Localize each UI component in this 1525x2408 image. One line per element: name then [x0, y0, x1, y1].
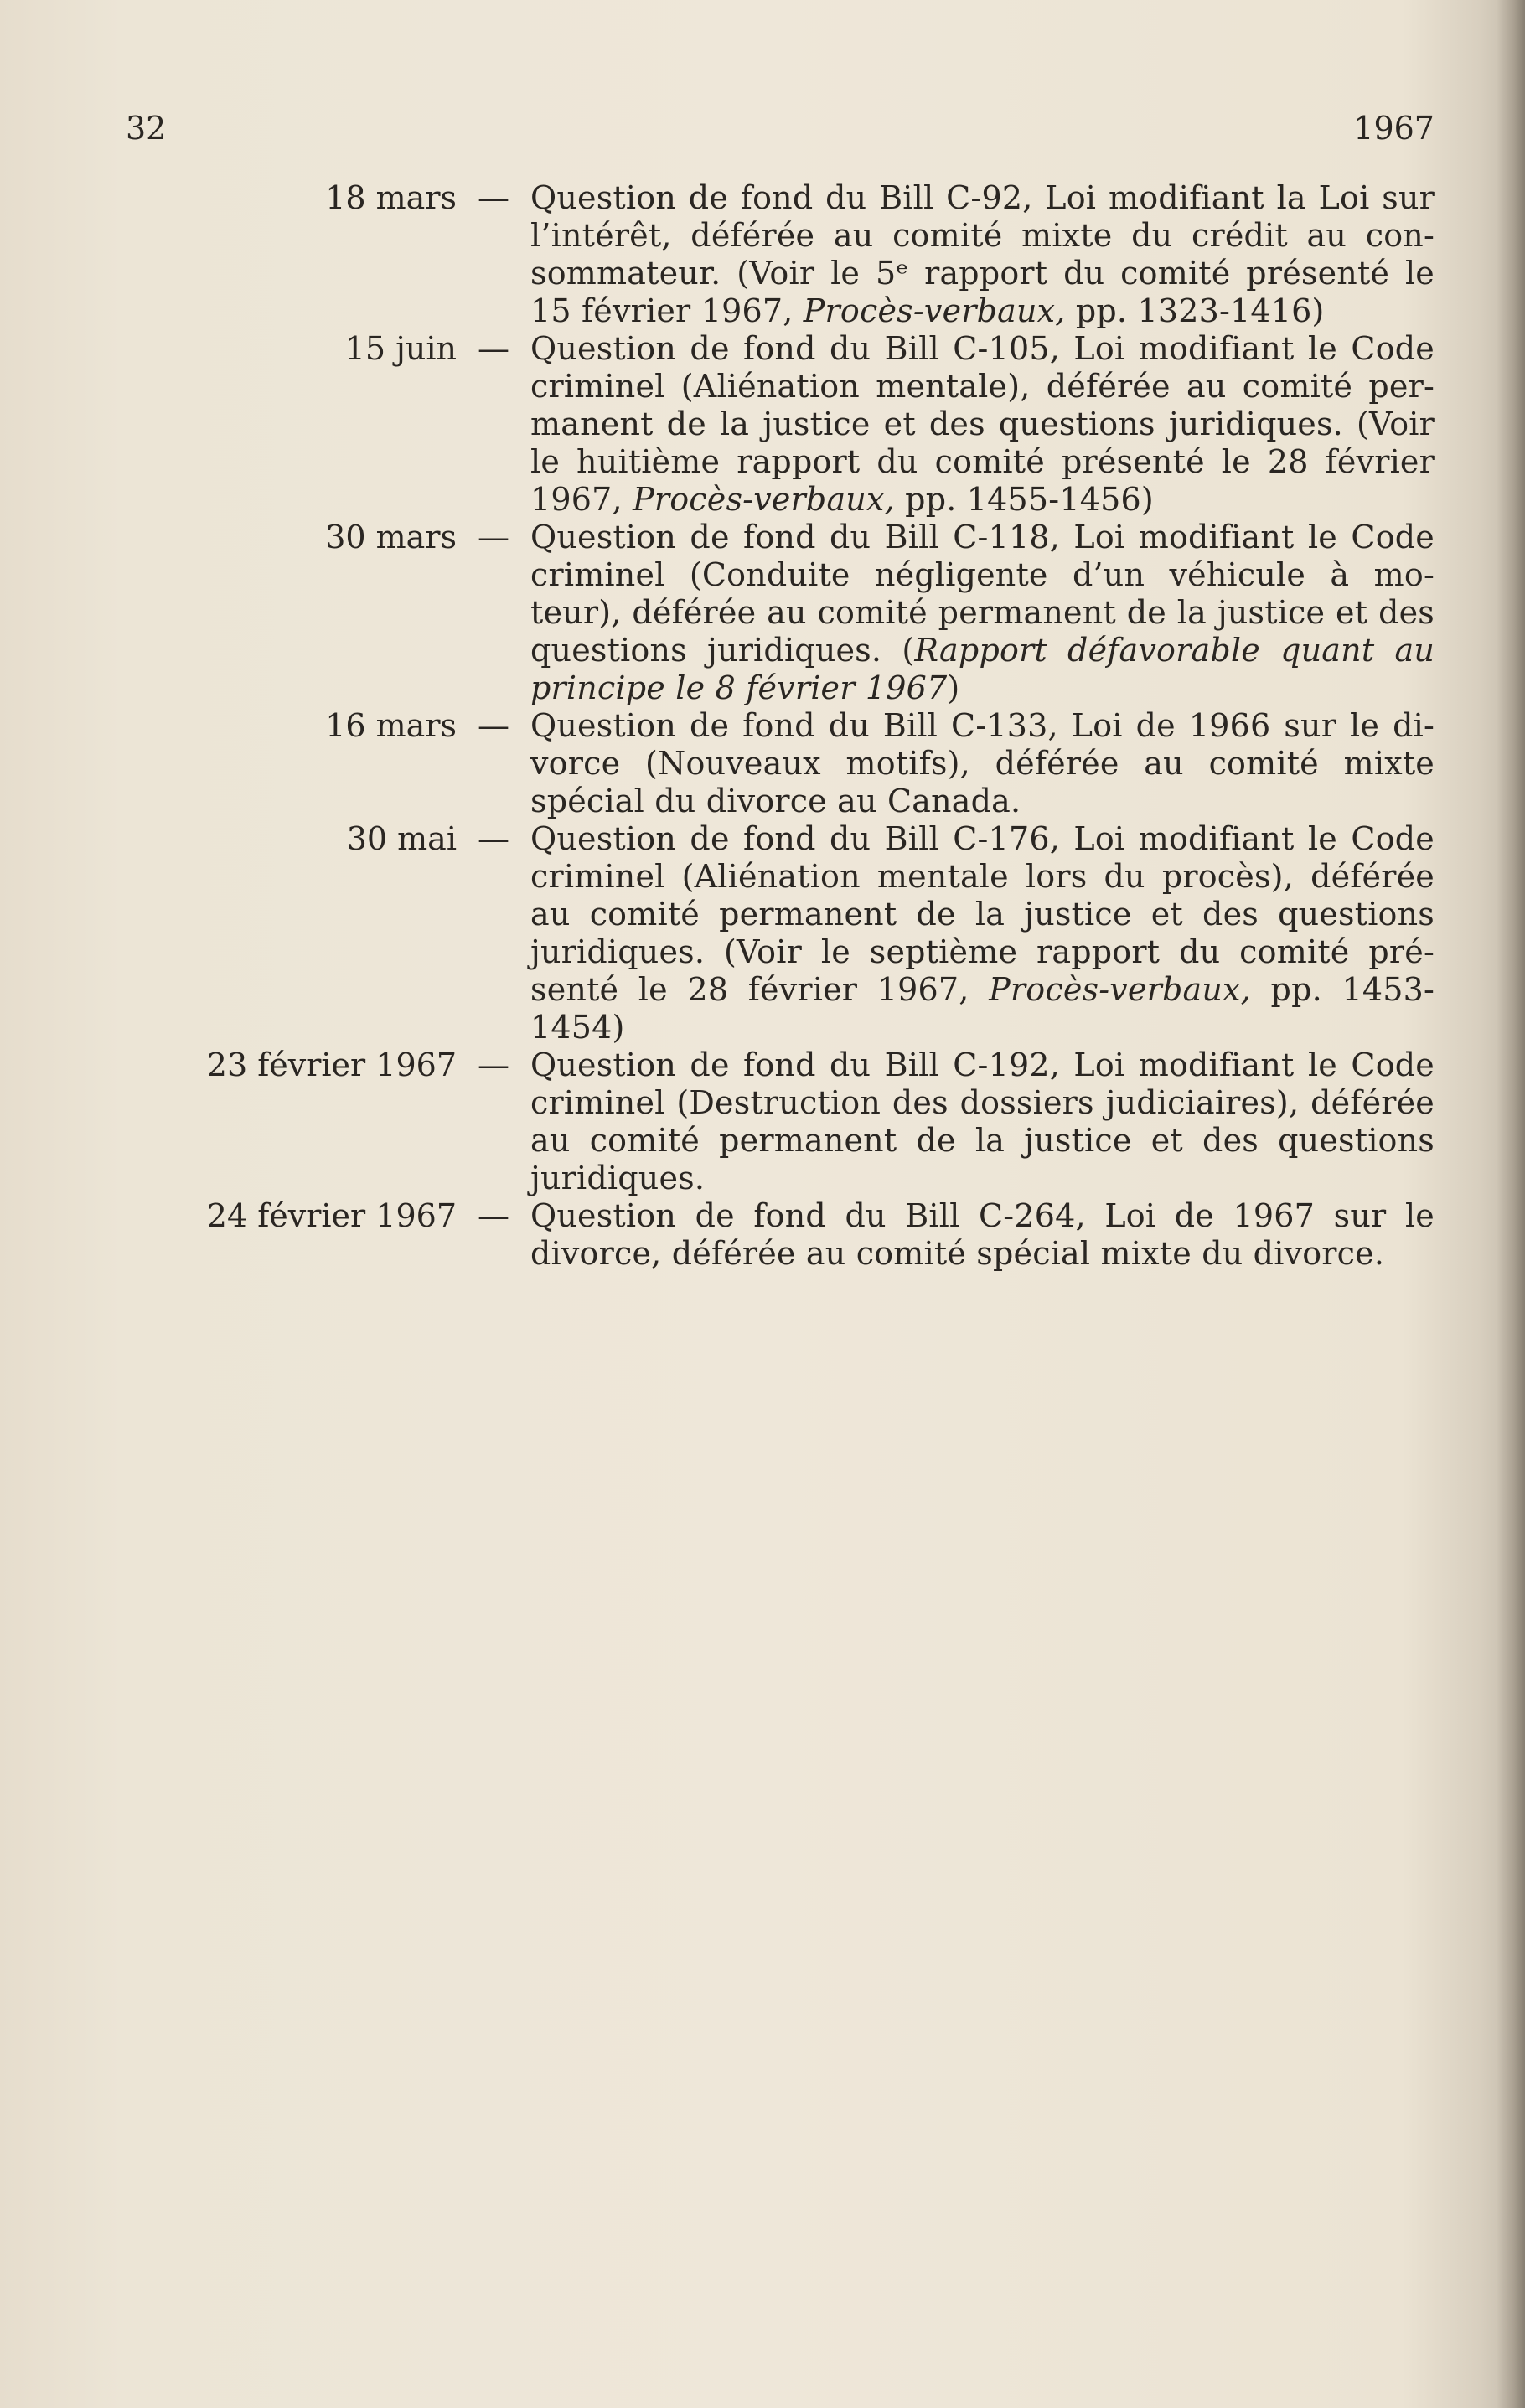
text-segment: divorce, déférée au comité spécial mixte du divorce.	[530, 1235, 1385, 1272]
entry-text-line	[530, 443, 1435, 481]
entry-text-line	[530, 896, 1435, 933]
running-head	[126, 107, 1435, 149]
entry-text-line	[530, 1235, 1435, 1273]
entry-text-line	[530, 632, 1435, 669]
bill-entry	[126, 707, 1435, 820]
entry-dash: —	[478, 820, 509, 857]
italic-text: Procès-verbaux,	[633, 481, 895, 518]
entry-text-line	[530, 179, 1435, 217]
entry-dash: —	[478, 1197, 509, 1234]
bill-entry	[126, 1046, 1435, 1197]
entry-text	[530, 820, 1435, 1046]
bill-entry	[126, 179, 1435, 330]
entry-text-line	[530, 481, 1435, 519]
entry-date: 30 mai	[346, 820, 457, 857]
entry-date: 23 février 1967	[206, 1046, 457, 1083]
italic-text: Rapport défavorable quant au	[914, 632, 1435, 669]
entry-text-line	[530, 217, 1435, 255]
text-segment: Question de fond du Bill C-133, Loi de 1966 sur le di-	[530, 707, 1435, 744]
entry-text-line	[530, 971, 1435, 1009]
text-segment: criminel (Destruction des dossiers judiciaires), déférée	[530, 1084, 1435, 1121]
text-segment: criminel (Aliénation mentale), déférée au comité per-	[530, 368, 1435, 405]
running-head-year: 1967	[1353, 110, 1435, 147]
italic-text: principe le 8 février 1967	[530, 669, 948, 706]
text-segment: senté le 28 février 1967,	[530, 971, 990, 1008]
text-segment: pp. 1455-1456)	[894, 481, 1154, 518]
entry-text-line	[530, 933, 1435, 971]
text-segment: questions juridiques. (	[530, 632, 915, 669]
entry-text-line	[530, 1084, 1435, 1122]
text-segment: 1454)	[530, 1009, 625, 1046]
entry-text-line	[530, 783, 1435, 820]
entry-dash: —	[478, 1046, 509, 1083]
entry-text-line	[530, 594, 1435, 632]
text-segment: sommateur. (Voir le 5ᵉ rapport du comité présenté le	[530, 255, 1435, 292]
entry-text	[530, 1046, 1435, 1197]
entry-dash: —	[478, 707, 509, 744]
text-segment: pp. 1323-1416)	[1065, 292, 1325, 329]
entry-text-line	[530, 669, 1435, 707]
entry-text-line	[530, 330, 1435, 368]
entry-text-line	[530, 292, 1435, 330]
entry-dash: —	[478, 330, 509, 367]
text-segment: Question de fond du Bill C-105, Loi modifiant le Code	[530, 330, 1435, 367]
text-segment: vorce (Nouveaux motifs), déférée au comité mixte	[530, 745, 1435, 782]
entry-text-line	[530, 1046, 1435, 1084]
text-segment: 15 février 1967,	[530, 292, 804, 329]
entry-text	[530, 1197, 1435, 1273]
text-segment: juridiques. (Voir le septième rapport du comité pré-	[530, 933, 1435, 970]
entry-text	[530, 330, 1435, 519]
page-edge-shadow	[1497, 0, 1525, 2408]
entry-text-line	[530, 1160, 1435, 1197]
bill-entry	[126, 820, 1435, 1046]
text-segment: spécial du divorce au Canada.	[530, 783, 1021, 819]
italic-text: Procès-verbaux,	[803, 292, 1066, 329]
entry-text	[530, 179, 1435, 330]
entry-text-line	[530, 556, 1435, 594]
entry-text-line	[530, 1009, 1435, 1046]
text-segment: pp. 1453-	[1250, 971, 1435, 1008]
text-segment: juridiques.	[530, 1160, 706, 1196]
bill-entry	[126, 330, 1435, 519]
entry-text-line	[530, 858, 1435, 896]
text-segment: )	[947, 669, 960, 706]
entry-text-line	[530, 519, 1435, 556]
entry-text-line	[530, 255, 1435, 292]
bill-entry	[126, 519, 1435, 707]
entry-text-line	[530, 820, 1435, 858]
entry-text-line	[530, 1122, 1435, 1160]
text-segment: manent de la justice et des questions juridiques. (Voir	[530, 406, 1435, 442]
entry-text	[530, 707, 1435, 820]
entry-dash: —	[478, 179, 509, 216]
entry-dash: —	[478, 519, 509, 555]
text-segment: Question de fond du Bill C-92, Loi modifiant la Loi sur	[530, 179, 1435, 216]
bill-reference-list	[126, 179, 1435, 1273]
text-segment: Question de fond du Bill C-176, Loi modifiant le Code	[530, 820, 1435, 857]
entry-date: 16 mars	[325, 707, 457, 744]
text-segment: criminel (Aliénation mentale lors du procès), déférée	[530, 858, 1435, 895]
bill-entry	[126, 1197, 1435, 1273]
text-segment: le huitième rapport du comité présenté le 28 février	[530, 443, 1435, 480]
page-number: 32	[126, 110, 167, 147]
text-segment: criminel (Conduite négligente d’un véhicule à mo-	[530, 556, 1435, 593]
entry-text-line	[530, 707, 1435, 745]
entry-date: 30 mars	[325, 519, 457, 555]
italic-text: Procès-verbaux,	[989, 971, 1251, 1008]
entry-text-line	[530, 1197, 1435, 1235]
text-segment: Question de fond du Bill C-192, Loi modifiant le Code	[530, 1046, 1435, 1083]
text-segment: Question de fond du Bill C-264, Loi de 1967 sur le	[530, 1197, 1435, 1234]
entry-text	[530, 519, 1435, 707]
entry-date: 15 juin	[344, 330, 457, 367]
entry-text-line	[530, 745, 1435, 783]
entry-text-line	[530, 406, 1435, 443]
text-segment: au comité permanent de la justice et des questions	[530, 896, 1435, 933]
entry-text-line	[530, 368, 1435, 406]
text-segment: teur), déférée au comité permanent de la justice et des	[530, 594, 1435, 631]
text-segment: au comité permanent de la justice et des questions	[530, 1122, 1435, 1159]
text-segment: l’intérêt, déférée au comité mixte du crédit au con-	[530, 217, 1435, 254]
text-segment: 1967,	[530, 481, 633, 518]
entry-date: 18 mars	[325, 179, 457, 216]
entry-date: 24 février 1967	[206, 1197, 457, 1234]
text-segment: Question de fond du Bill C-118, Loi modifiant le Code	[530, 519, 1435, 555]
